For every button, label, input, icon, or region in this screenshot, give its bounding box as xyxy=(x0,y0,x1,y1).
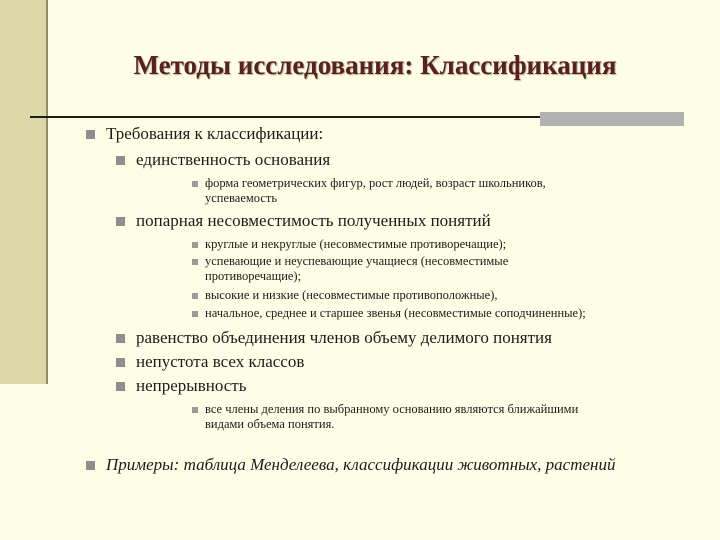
bullet-square-icon xyxy=(116,382,125,391)
bullet-square-icon xyxy=(116,334,125,343)
sub-item-pairwise: попарная несовместимость полученных понятий xyxy=(136,211,491,230)
bullet-square-icon xyxy=(116,358,125,367)
title-underline xyxy=(30,116,542,118)
bullet-square-icon xyxy=(116,217,125,226)
title-accent-block xyxy=(540,112,684,126)
bullet-small-icon xyxy=(192,407,198,413)
bullet-small-icon xyxy=(192,311,198,317)
note-line: круглые и некруглые (несовместимые противоречащие); xyxy=(205,237,507,251)
bullet-small-icon xyxy=(192,181,198,187)
bullet-small-icon xyxy=(192,259,198,265)
note-line: успевающие и неуспевающие учащиеся (несовместимые xyxy=(205,254,509,268)
bullet-small-icon xyxy=(192,293,198,299)
sub-item-nonempty: непустота всех классов xyxy=(136,352,305,371)
requirements-heading: Требования к классификации: xyxy=(106,124,324,143)
note-line: форма геометрических фигур, рост людей, возраст школьников, xyxy=(205,176,546,190)
note-line: противоречащие); xyxy=(205,269,302,283)
bullet-square-icon xyxy=(116,156,125,165)
bullet-small-icon xyxy=(192,242,198,248)
examples-line: Примеры: таблица Менделеева, классификации животных, растений xyxy=(106,455,616,474)
bullet-square-icon xyxy=(86,130,95,139)
sub-item-single-basis: единственность основания xyxy=(136,150,331,169)
note-line: высокие и низкие (несовместимые противоположные), xyxy=(205,288,498,302)
bullet-square-icon xyxy=(86,461,95,470)
note-line: успеваемость xyxy=(205,191,278,205)
note-line: все члены деления по выбранному основанию являются ближайшими xyxy=(205,402,579,416)
note-line: видами объема понятия. xyxy=(205,417,335,431)
slide-title: Методы исследования: Классификация xyxy=(133,50,617,80)
note-line: начальное, среднее и старшее звенья (несовместимые соподчиненные); xyxy=(205,306,586,320)
sub-item-continuity: непрерывность xyxy=(136,376,247,395)
sub-item-union: равенство объединения членов объему делимого понятия xyxy=(136,328,552,347)
